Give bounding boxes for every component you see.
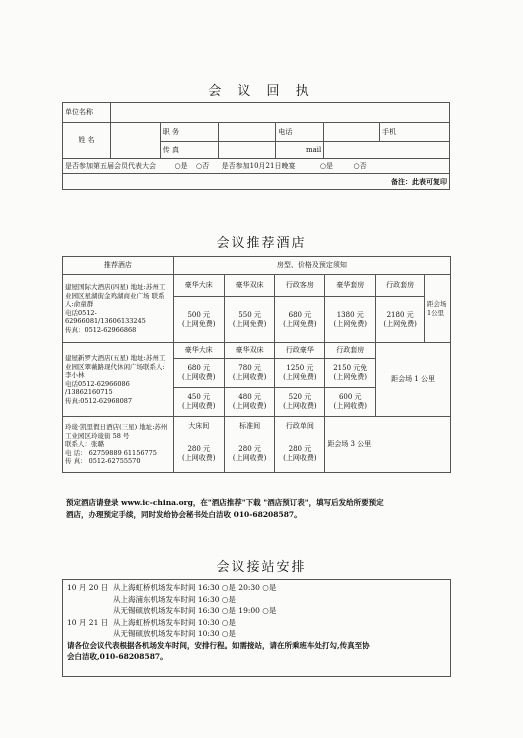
- pickup-row: [67, 628, 446, 640]
- hotel1-price-note: (上网免费): [283, 319, 317, 328]
- hotel2-distance: 距会场 1 公里: [376, 343, 451, 417]
- mobile-label: 手机: [382, 127, 397, 136]
- pickup-row: [67, 605, 446, 617]
- phone-field[interactable]: [324, 123, 380, 142]
- pickup-row: [67, 617, 446, 629]
- hotel1-price: 680 元: [288, 310, 312, 319]
- hotels-table: [62, 256, 451, 473]
- hotel1-distance: 距会场1公里: [425, 275, 451, 343]
- hotel3-price-note: (上网收费): [182, 454, 216, 463]
- pickup-schedule[interactable]: 从上海虹桥机场发车时间 16:30 ○是 20:30 ○是: [113, 583, 277, 592]
- hotel3-room: 标准间: [224, 417, 275, 437]
- q2-yes-radio[interactable]: ○是: [319, 161, 334, 170]
- hotel3-room: 行政单间: [275, 417, 325, 437]
- hotel2-phone: 电话0512-62966086 /13862160715: [65, 379, 130, 396]
- pickup-date: 10 月 20 日: [67, 583, 109, 592]
- hotel1-price: 500 元: [187, 310, 211, 319]
- hotel3-price-note: (上网收费): [283, 454, 317, 463]
- hotel2-price: 2150 元免: [333, 364, 368, 372]
- hotel2-fax: 传真:0512-62968087: [65, 396, 133, 405]
- hotels-note: [66, 497, 461, 521]
- hotel3-price: 280 元: [187, 445, 211, 454]
- hotel1-fax: 传真：0512-62966868: [65, 325, 137, 334]
- hotel2-price: 1250 元: [286, 364, 314, 372]
- pickup-title: 会议接站安排: [216, 560, 307, 575]
- hotel2-price: 480 元: [238, 393, 261, 401]
- pickup-schedule[interactable]: 从无锡硕放机场发车时间 16:30 ○是 19:00 ○是: [113, 606, 277, 615]
- hotel2-price: 680 元: [187, 364, 211, 372]
- hotel3-price-note: (上网收费): [232, 454, 267, 463]
- hotel2-price-note: (上网免费): [333, 373, 367, 381]
- mail-label: mail: [276, 142, 324, 159]
- hotel1-room: 豪华大床: [173, 275, 224, 297]
- hotel3-fax: 传 真： 0512-62755570: [65, 457, 141, 466]
- pickup-box: [62, 579, 451, 677]
- hotel3-contact: 联系人：张璐: [65, 440, 104, 449]
- hotel2-room: 行政套房: [325, 343, 376, 359]
- form-title: 会 议 回 执: [208, 84, 315, 99]
- phone-label: 电话: [276, 123, 324, 142]
- pickup-schedule[interactable]: 从无锡硕放机场发车时间 10:30 ○是: [113, 629, 236, 638]
- hotel2-price-note: (上网收费): [232, 402, 267, 410]
- hotel2-room: 豪华双床: [224, 343, 275, 359]
- pickup-note: 请各位会议代表根据各机场发车时间，安排行程。如需接站，请在所乘班车处打勾,传真至协: [67, 640, 370, 650]
- pickup-date: 10 月 21 日: [67, 617, 109, 627]
- pickup-schedule[interactable]: 从上海虹桥机场发车时间 10:30 ○是: [113, 617, 236, 627]
- hotels-col-rooms: 房型、价格及预定须知: [173, 257, 450, 275]
- position-field[interactable]: [218, 123, 276, 142]
- hotel2-price: 600 元: [338, 393, 362, 401]
- q1-no-radio[interactable]: ○否: [196, 161, 210, 170]
- hotel2-price-note: (上网收费): [182, 373, 216, 381]
- hotel2-room: 行政豪华: [275, 343, 325, 359]
- hotel2-price-note: (上网收费): [333, 402, 367, 410]
- hotel3-distance: 距会场 3 公里: [325, 417, 451, 473]
- mail-field[interactable]: [324, 142, 450, 159]
- hotel2-price-note: (上网免费): [283, 373, 317, 381]
- unit-name-field[interactable]: [110, 103, 449, 123]
- pickup-row: [67, 582, 446, 594]
- hotel1-phone: 电话0512-62966081/13606133245: [65, 308, 146, 325]
- q1-yes-radio[interactable]: ○是: [174, 161, 188, 170]
- hotel3-price: 280 元: [288, 445, 312, 454]
- hotels-note-line: 预定酒店请登录 www.ic-china.org，在"酒店推荐"下载 "酒店预订表"，填写后发给所要预定: [66, 498, 384, 507]
- hotel2-price: 780 元: [238, 364, 261, 372]
- pickup-schedule[interactable]: 从上海浦东机场发车时间 16:30 ○是: [113, 594, 236, 604]
- hotel2-price: 450 元: [187, 393, 211, 401]
- hotel2-price-note: (上网收费): [232, 373, 267, 381]
- pickup-note: 会白洁收,010-68208587。: [67, 652, 168, 661]
- name-label: 姓 名: [63, 123, 111, 159]
- hotel1-name: 建屋国际大酒店(四星) 地址:苏州工业园区星湖街金鸡湖商业广场 联系人:俞童群: [65, 283, 166, 308]
- hotel3-name: 玲珑·凯里假日酒店(三星) 地址:苏州工业园区玲珑街 58 号: [65, 423, 168, 440]
- name-field[interactable]: [110, 123, 160, 159]
- hotel1-price: 1380 元: [336, 310, 364, 319]
- fax-field[interactable]: [218, 142, 276, 159]
- hotel1-price: 2180 元: [386, 310, 414, 319]
- hotel1-price-note: (上网免费): [383, 319, 417, 328]
- hotel3-phone: 电 话： 62759889 61156775: [65, 448, 157, 457]
- pickup-row: [67, 594, 446, 606]
- hotel1-room: 豪华双床: [224, 275, 275, 297]
- hotel1-price-note: (上网免费): [182, 319, 216, 328]
- hotel1-room: 豪华套房: [325, 275, 376, 297]
- hotels-title: 会议推荐酒店: [216, 236, 307, 251]
- hotel1-price: 550 元: [238, 310, 261, 319]
- hotel2-room: 豪华大床: [173, 343, 224, 359]
- hotel1-room: 行政客房: [275, 275, 325, 297]
- hotel2-price-note: (上网收费): [182, 402, 216, 410]
- position-label: 职 务: [160, 123, 218, 142]
- hotels-col-hotel: 推荐酒店: [63, 257, 174, 275]
- hotel1-price-note: (上网免费): [232, 319, 267, 328]
- hotel1-price-note: (上网免费): [333, 319, 367, 328]
- rsvp-form-table: [62, 102, 450, 190]
- hotel3-price: 280 元: [238, 445, 261, 454]
- unit-name-label: 单位名称: [63, 103, 111, 123]
- hotel2-name: 建屋新罗大酒店(五星) 地址:苏州工业园区翠薇路现代休闲广场联系人:李小林: [65, 354, 166, 379]
- remark: 备注：此表可复印: [63, 174, 450, 190]
- hotel2-price-note: (上网收费): [283, 402, 317, 410]
- q2-label: 是否参加10月21日晚宴: [221, 161, 296, 170]
- hotels-note-line: 酒店，办理预定手续，同时发给协会秘书处白洁收 010-68208587。: [66, 510, 302, 519]
- q2-no-radio[interactable]: ○否: [353, 161, 367, 170]
- hotel1-room: 行政套房: [376, 275, 425, 297]
- fax-label: 传 真: [160, 142, 218, 159]
- hotel2-price: 520 元: [288, 393, 312, 401]
- hotel3-room: 大床间: [173, 417, 224, 437]
- q1-label: 是否参加第五届会员代表大会: [65, 161, 156, 170]
